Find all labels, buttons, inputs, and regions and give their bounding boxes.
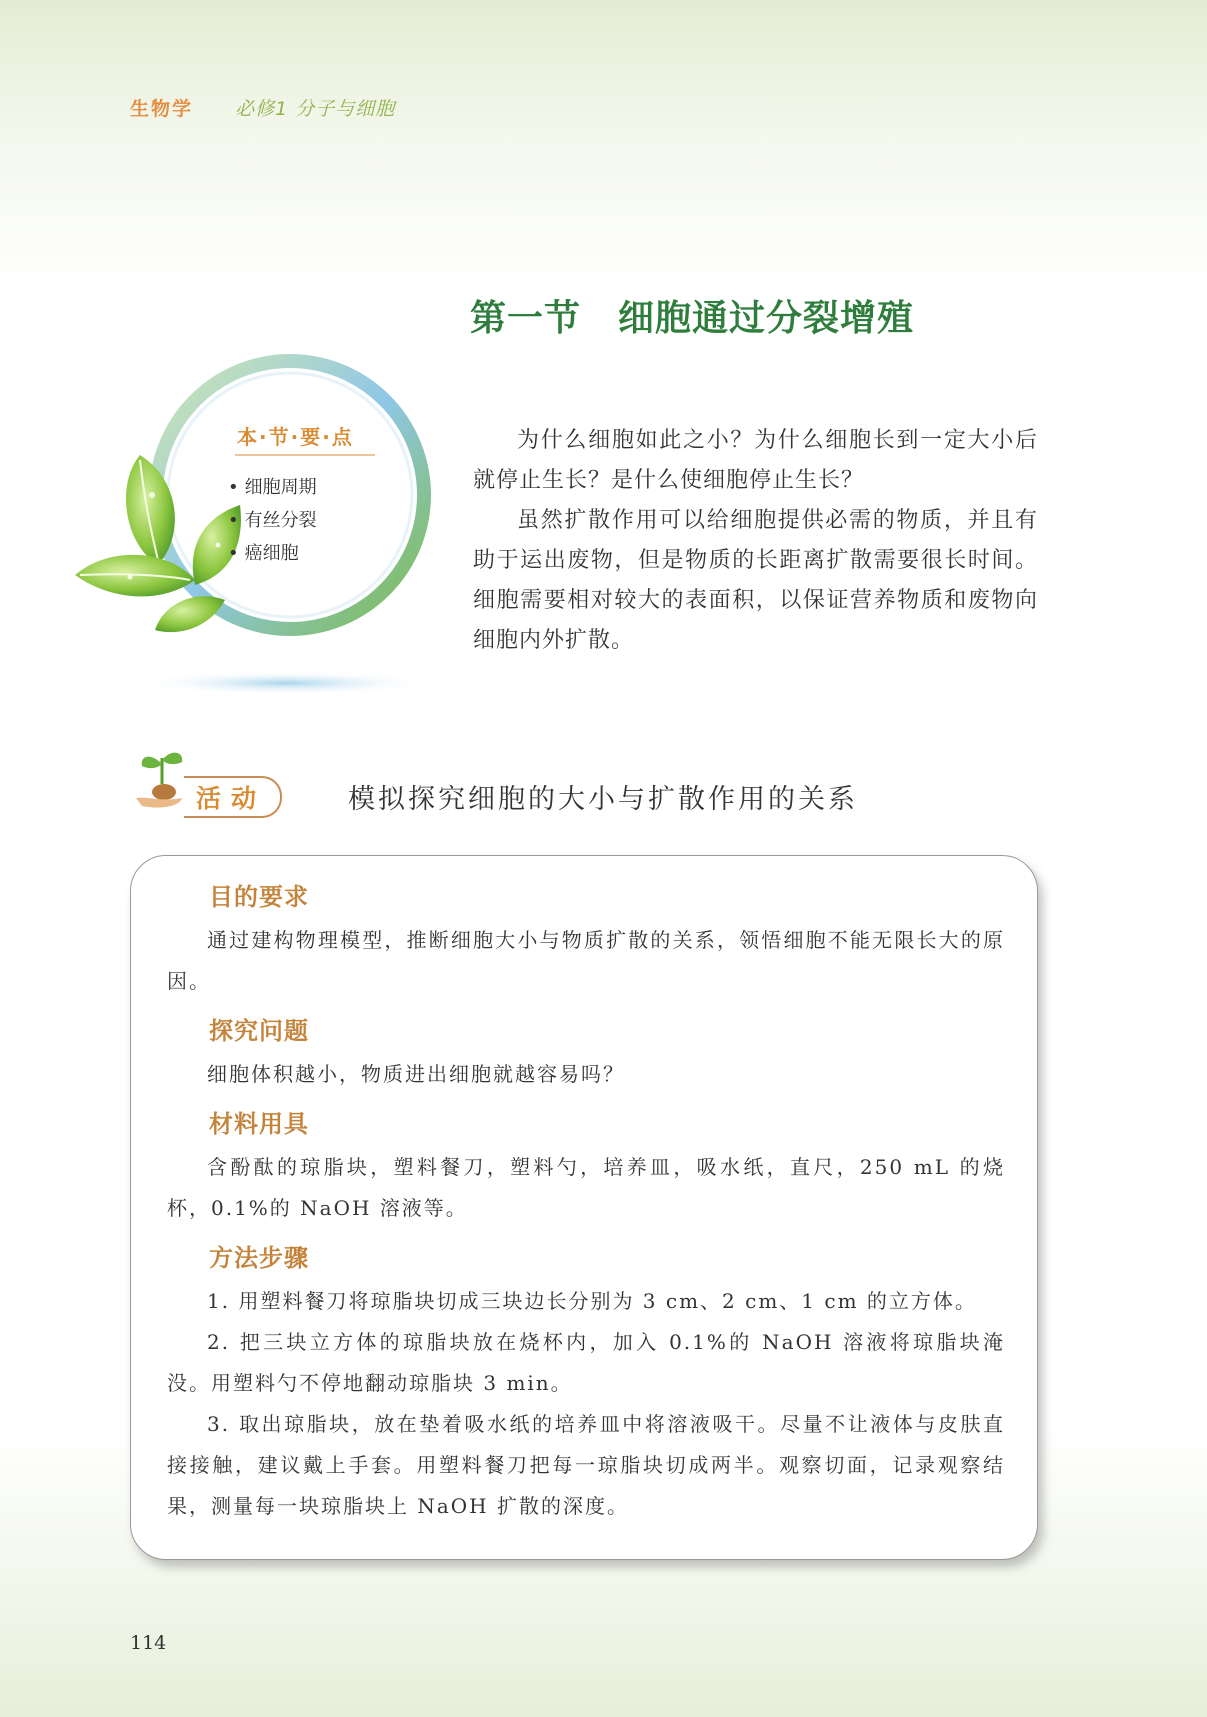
activity-panel — [130, 855, 1038, 1560]
keypoints-list — [228, 471, 317, 570]
running-head — [130, 94, 395, 121]
materials-text: 含酚酞的琼脂块，塑料餐刀，塑料勺，培养皿，吸水纸，直尺，250 mL 的烧杯，0.1%的 NaOH 溶液等。 — [167, 1155, 1005, 1220]
keypoint-item: • 细胞周期 — [228, 471, 317, 504]
running-head-subject: 生物学 — [130, 98, 194, 120]
purpose-heading: 目的要求 — [209, 883, 309, 911]
question-section — [167, 1014, 1005, 1095]
keypoints-panel — [70, 345, 440, 705]
method-step: 3. 取出琼脂块，放在垫着吸水纸的培养皿中将溶液吸干。尽量不让液体与皮肤直接接触，建议戴上手套。用塑料餐刀把每一琼脂块切成两半。观察切面，记录观察结果，测量每一块琼脂块上 NaOH 扩散的深度。 — [167, 1412, 1005, 1518]
keypoint-item: • 有丝分裂 — [228, 504, 317, 537]
keypoint-item: • 癌细胞 — [228, 537, 317, 570]
activity-label: 活动 — [196, 784, 267, 813]
running-head-volume: 必修1 分子与细胞 — [235, 98, 396, 120]
question-text: 细胞体积越小，物质进出细胞就越容易吗？ — [207, 1062, 625, 1086]
sprout-hand-icon — [132, 744, 192, 816]
purpose-section — [167, 880, 1005, 1002]
intro-paragraph: 虽然扩散作用可以给细胞提供必需的物质，并且有助于运出废物，但是物质的长距离扩散需要很长时间。细胞需要相对较大的表面积，以保证营养物质和废物向细胞内外扩散。 — [473, 508, 1038, 653]
activity-title: 模拟探究细胞的大小与扩散作用的关系 — [348, 784, 858, 815]
question-heading: 探究问题 — [209, 1017, 309, 1045]
method-heading: 方法步骤 — [209, 1244, 309, 1272]
purpose-text: 通过建构物理模型，推断细胞大小与物质扩散的关系，领悟细胞不能无限长大的原因。 — [167, 928, 1005, 993]
method-step: 2. 把三块立方体的琼脂块放在烧杯内，加入 0.1%的 NaOH 溶液将琼脂块淹没。用塑料勺不停地翻动琼脂块 3 min。 — [167, 1330, 1005, 1395]
intro-paragraph: 为什么细胞如此之小？为什么细胞长到一定大小后就停止生长？是什么使细胞停止生长？ — [473, 428, 1038, 493]
page-number: 114 — [130, 1632, 167, 1654]
materials-section — [167, 1107, 1005, 1229]
method-step: 1. 用塑料餐刀将琼脂块切成三块边长分别为 3 cm、2 cm、1 cm 的立方体。 — [207, 1289, 977, 1313]
method-section — [167, 1241, 1005, 1527]
materials-heading: 材料用具 — [209, 1110, 309, 1138]
keypoints-title: 本·节·要·点 — [237, 425, 354, 449]
section-title: 第一节 细胞通过分裂增殖 — [470, 297, 915, 339]
intro-text — [473, 421, 1038, 661]
activity-panel-content — [167, 880, 1005, 1539]
